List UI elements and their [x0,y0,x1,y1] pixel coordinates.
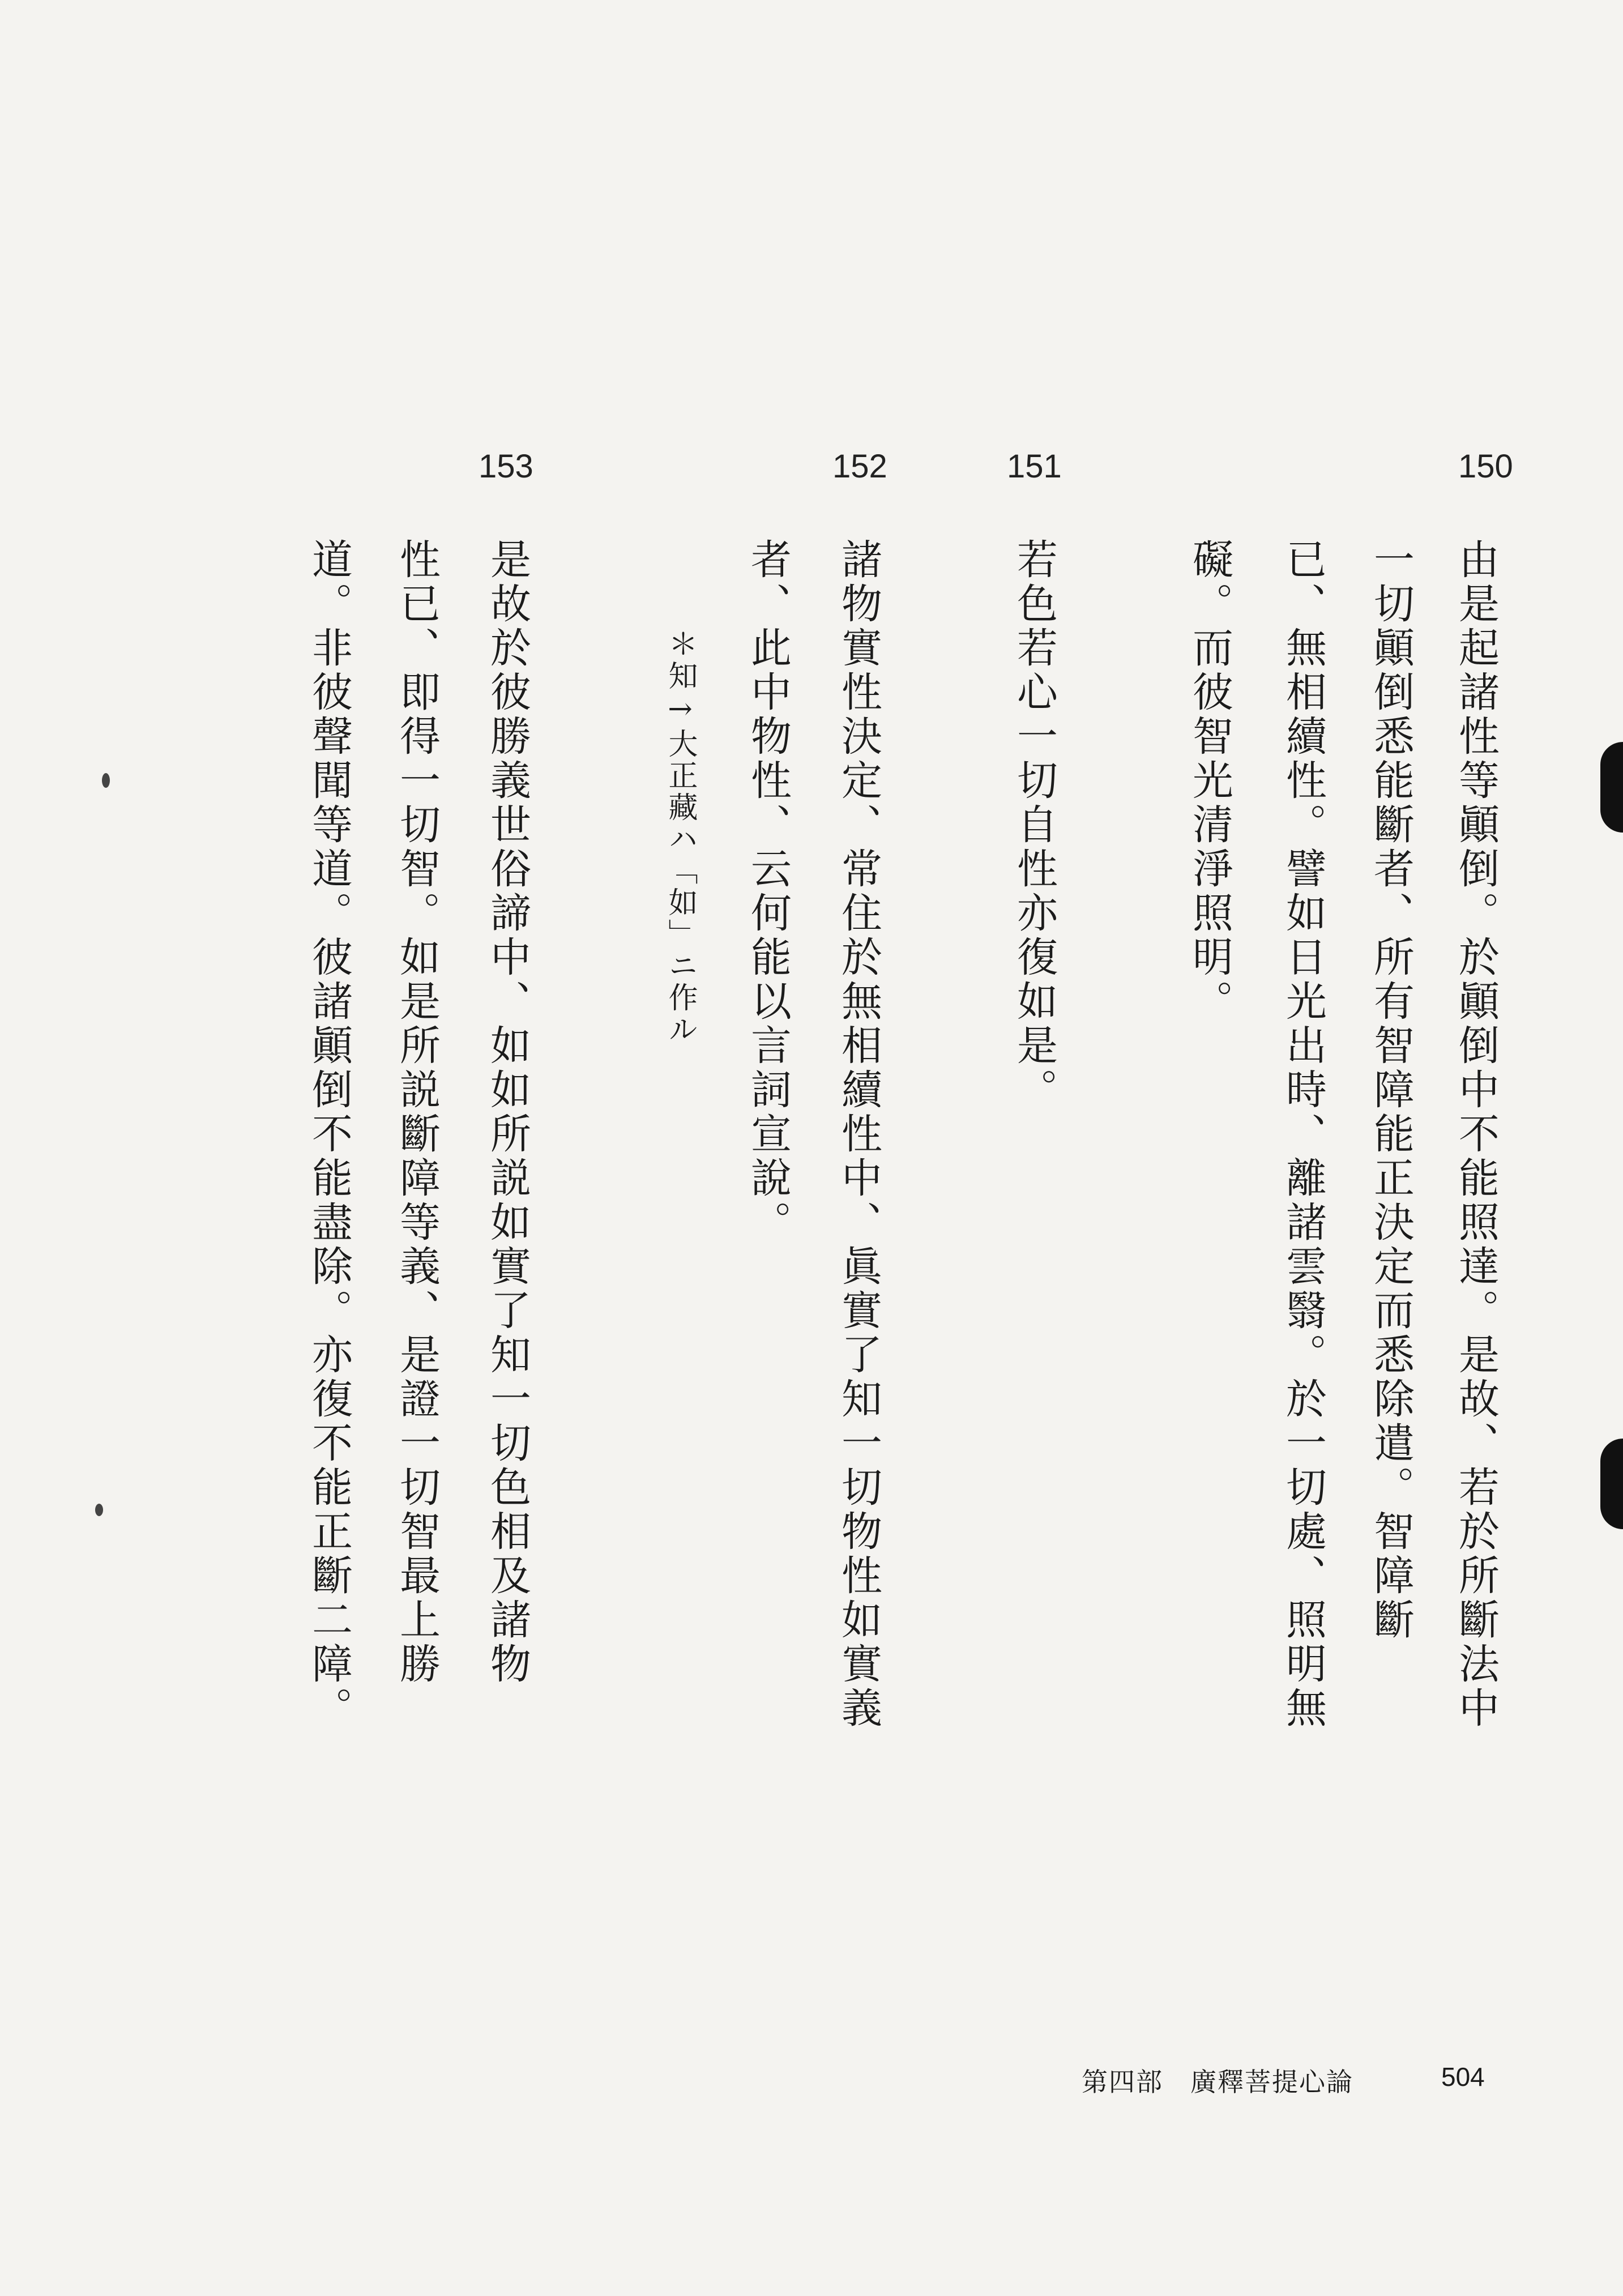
scan-speck [95,1504,103,1516]
paragraph-number-152: 152 [832,448,887,485]
paragraph-number-150: 150 [1458,448,1513,485]
scan-speck [102,773,110,788]
text-line-153-1: 是故於彼勝義世俗諦中、如如所説如實了知一切色相及諸物 [484,538,531,1687]
text-line-150-1: 由是起諸性等顚倒。於顚倒中不能照達。是故、若於所斷法中 [1452,538,1500,1731]
editorial-note: ＊知→大正藏ハ「如」ニ作ル [663,629,697,1045]
text-line-150-2: 一切顚倒悉能斷者、所有智障能正決定而悉除遣。智障斷 [1367,538,1415,1642]
paragraph-number-153: 153 [479,448,533,485]
text-line-152-1: 諸物實性決定、常住於無相續性中、眞實了知一切物性如實義 [835,538,882,1731]
text-line-150-4: 礙。而彼智光清淨照明。 [1186,538,1233,1024]
text-line-153-2: 性已、即得一切智。如是所説斷障等義、是證一切智最上勝 [393,538,441,1687]
footer-part-title: 第四部 廣釋菩提心論 [1082,2067,1353,2097]
text-line-151-1: 若色若心一切自性亦復如是。 [1010,538,1058,1112]
paragraph-number-151: 151 [1007,448,1062,485]
text-line-152-2: 者、此中物性、云何能以言詞宣說。 [744,538,792,1245]
text-line-153-3: 道。非彼聲聞等道。彼諸顚倒不能盡除。亦復不能正斷二障。 [305,538,353,1731]
punch-hole-top [1600,742,1623,833]
punch-hole-bottom [1600,1439,1623,1529]
footer-page-number: 504 [1441,2062,1485,2092]
text-line-150-3: 已、無相續性。譬如日光出時、離諸雲翳。於一切處、照明無 [1279,538,1327,1731]
